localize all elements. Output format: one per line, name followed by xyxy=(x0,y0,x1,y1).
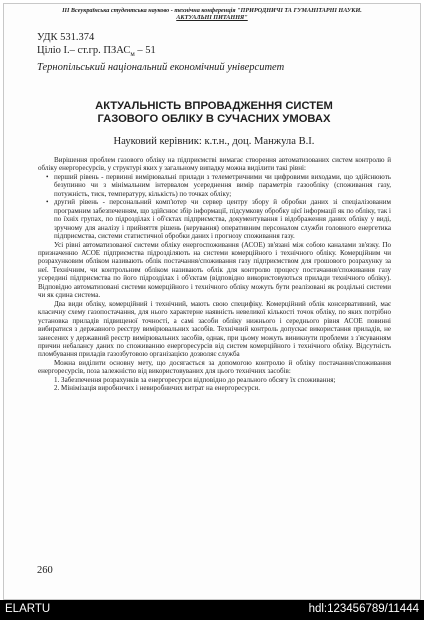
numbered-item: 1. Забезпечення розрахунків за енергоресурси відповідно до реального обсягу їх споживання; xyxy=(54,375,336,384)
handle-identifier: hdl:123456789/11444 xyxy=(308,603,419,615)
bullet-text: другий рівень - персональний комп'ютер чи сервер центру збору й обробки даних зі спеціалізованим програмним забезпеченням, що здійснює збір інформації, підсумкову обробку цієї інформації як по обліку, так і по їхніх групах, по підрозділах і об'єктах підприємства, документування і відображення даних обліку у виді, зручному для аналізу і прийняття рішень (керування) оперативним персоналом служби головного енергетика підприємства, системи статистичної обробки даних і прогнозу споживання газу. xyxy=(54,198,391,241)
bullet-item xyxy=(38,198,391,240)
document-page xyxy=(3,3,421,600)
bullet-item xyxy=(38,173,391,198)
repository-name: ELARTU xyxy=(5,603,51,615)
author-line xyxy=(37,44,284,61)
institution: Тернопільський національний економічний університет xyxy=(37,62,285,74)
paragraph: Вирішення проблем газового обліку на підприємстві вимагає створення автоматизованих систем контролю й обліку енергоресурсів, у структурі яких у загальному випадку можна виділити такі рівні: xyxy=(38,156,391,173)
bullet-text: перший рівень - первинні вимірювальні прилади з телеметричними чи цифровими виходами, що здійснюють безупинно чи з мінімальним інтервалом усереднення вимір параметрів газообліку (споживання газу, потужність, тиск, температуру, кількість) по точках обліку; xyxy=(54,172,391,198)
article-meta xyxy=(37,31,284,74)
numbered-item: 2. Мінімізація виробничих і невиробничих витрат на енергоресурси. xyxy=(54,384,261,393)
bullet-marker: • xyxy=(46,198,49,207)
conference-header-line2: АКТУАЛЬНІ ПИТАННЯ" xyxy=(176,14,248,22)
paragraph: Можна виділити основну мету, що досягається за допомогою контролю й обліку постачання/споживання енергоресурсів, поза залежністю від використовуваних для цього технічних засобів: xyxy=(38,358,391,376)
author-group-sub: м xyxy=(130,50,135,59)
article-body xyxy=(38,156,391,393)
supervisor-line: Науковий керівник: к.т.н., доц. Манжула В.І. xyxy=(113,136,315,147)
author-group-tail: – 51 xyxy=(134,45,156,56)
article-title: АКТУАЛЬНІСТЬ ВПРОВАДЖЕННЯ СИСТЕМ ГАЗОВОГО ОБЛІКУ В СУЧАСНИХ УМОВАХ xyxy=(95,100,333,126)
paragraph: Два види обліку, комерційний і технічний, мають свою специфіку. Комерційний облік консервативний, має класичну схему газопостачання, для нього характерне наявність невеликої кількості точок обліку, по яких потрібно установка приладів підвищеної точності, а самі засоби обліку нижнього і середнього рівня АСОЕ повинні вибиратися з державного реєстру вимірювальних засобів. Технічний контроль допускає використання приладів, не занесених у державний реєстр вимірювальних засобів, однак, при цьому можуть виникнути проблеми з з'ясуванням причин небалансу даних по споживанню енергоресурсів від систем комерційного і технічного обліку. Відсутність пломбування приладів газозбутовою організацією дозволяє служба xyxy=(38,299,391,359)
bullet-marker: • xyxy=(46,172,49,181)
paragraph: Усі рівні автоматизованої системи обліку енергоспоживання (АСОЕ) зв'язані між собою каналами зв'язку. По призначенню АСОЕ підприємства підрозділяють на системи комерційного і технічного обліку. Комерційним чи розрахунковим обліком називають облік постачання/споживання газу підприємством для грошового розрахунку за неї. Технічним, чи контрольним обліком називають облік для контролю процесу постачання/споживання газу усередині підприємства по його підрозділах і об'єктам (відповідно використовуються прилади технічного обліку). Відповідно автоматизовані системи комерційного і технічного обліку можуть бути реалізовані як роздільні системи чи як єдина система. xyxy=(38,240,391,300)
conference-header-line1: III Всеукраїнська студентська науково - технічна конференція "ПРИРОДНИЧІ ТА ГУМАНІТАРНІ НАУКИ. xyxy=(62,7,362,14)
author-name: Ціліо І.– ст.гр. ПЗАС xyxy=(37,45,131,56)
page-number: 260 xyxy=(37,565,53,576)
repository-footer-bar xyxy=(0,600,424,620)
udc-code: УДК 531.374 xyxy=(37,32,95,43)
conference-header xyxy=(4,7,420,22)
